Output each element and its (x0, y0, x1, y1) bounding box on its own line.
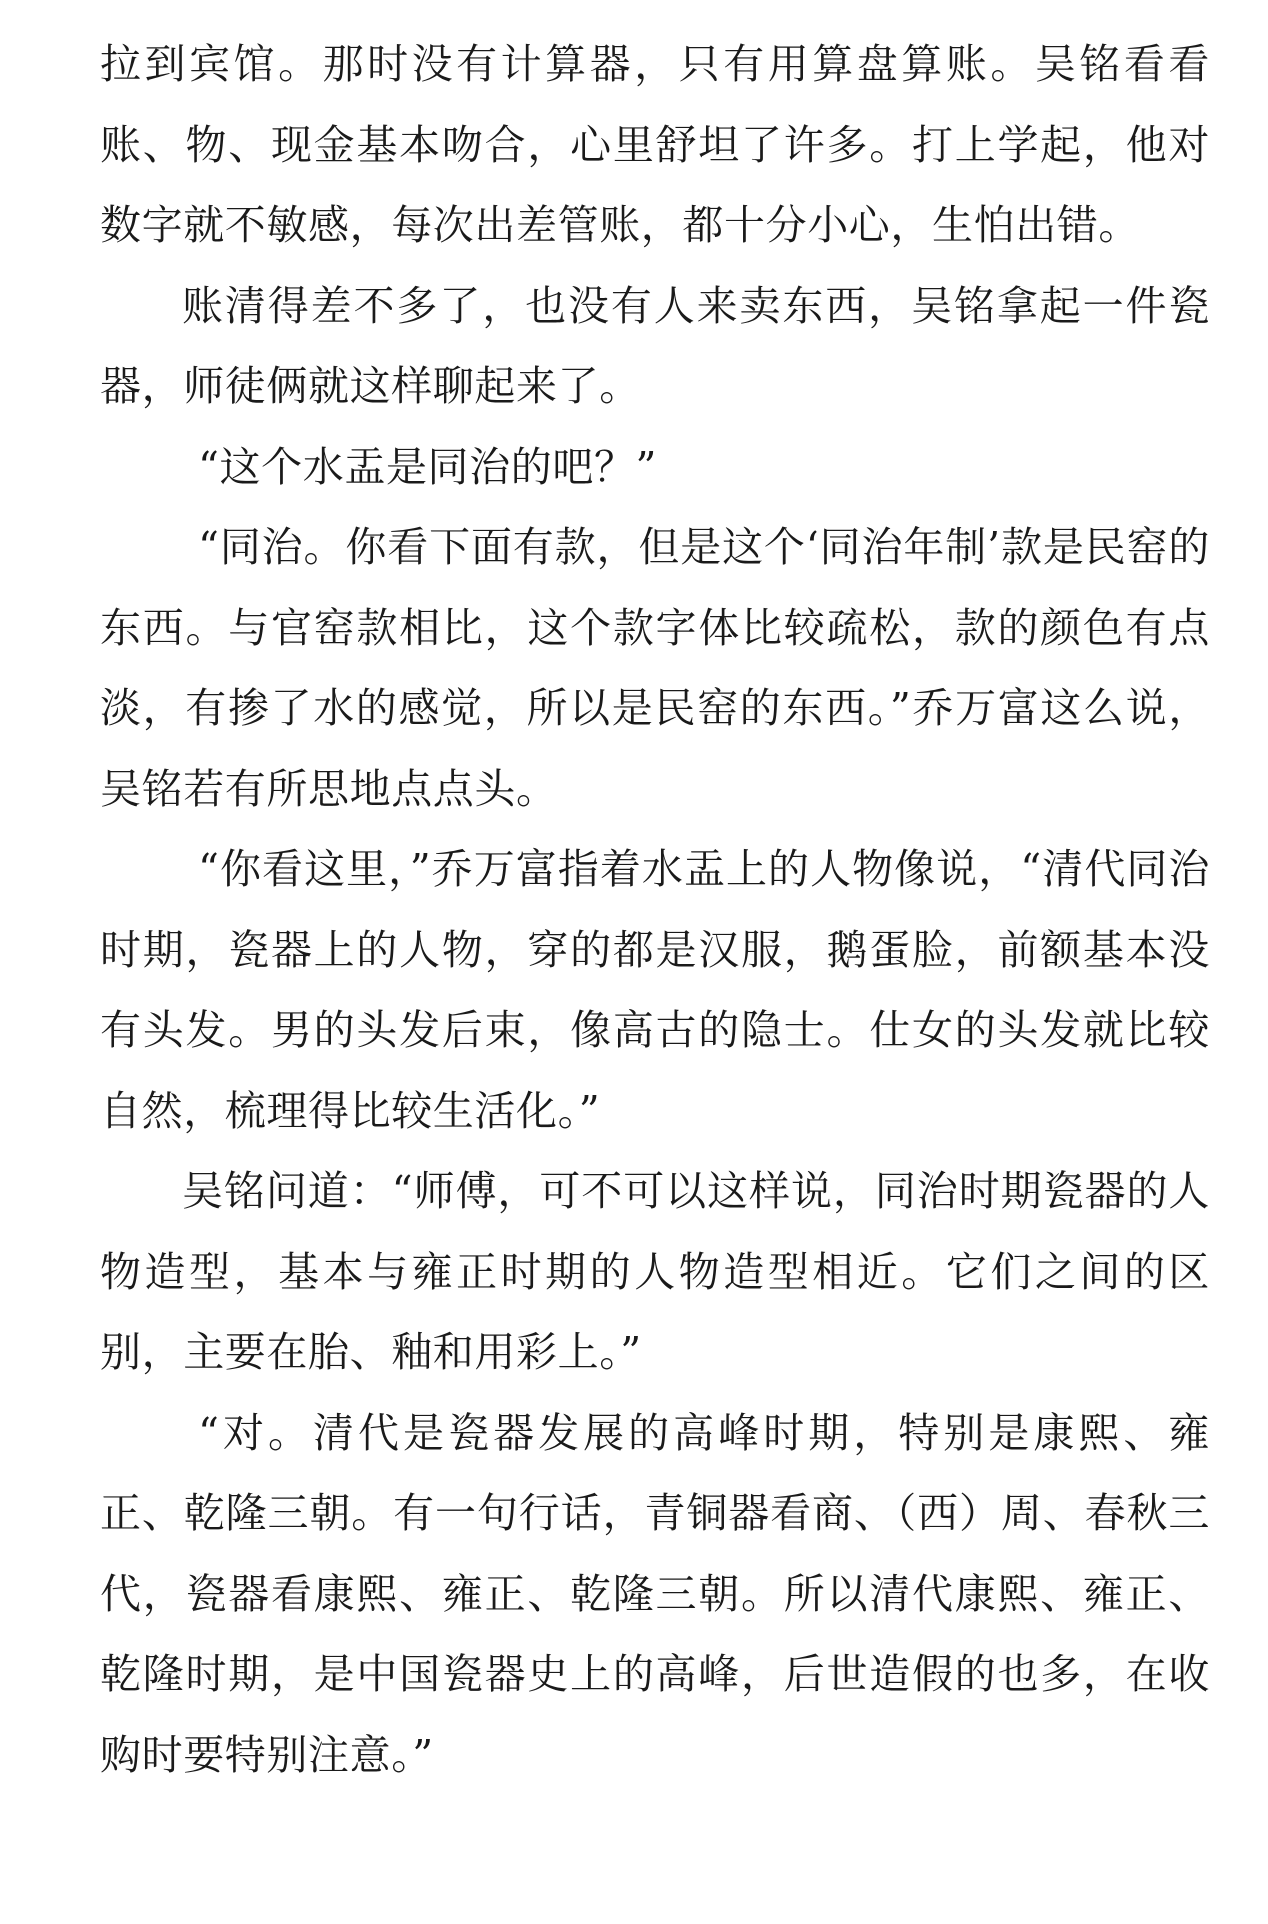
paragraph-4: “同治。你看下面有款，但是这个‘同治年制’款是民窑的东西。与官窑款相比，这个款字体比较疏松，款的颜色有点淡，有掺了水的感觉，所以是民窑的东西。”乔万富这么说，吴铭若有所思地点点头。 (100, 523, 1210, 813)
paragraph-7: “对。清代是瓷器发展的高峰时期，特别是康熙、雍正、乾隆三朝。有一句行话，青铜器看商、（西）周、春秋三代，瓷器看康熙、雍正、乾隆三朝。所以清代康熙、雍正、乾隆时期，是中国瓷器史上的高峰，后世造假的也多，在收购时要特别注意。” (100, 1408, 1210, 1779)
paragraph-1: 拉到宾馆。那时没有计算器，只有用算盘算账。吴铭看看账、物、现金基本吻合，心里舒坦了许多。打上学起，他对数字就不敏感，每次出差管账，都十分小心，生怕出错。 (100, 40, 1210, 249)
body-text (100, 24, 1210, 1795)
paragraph-3: “这个水盂是同治的吧？” (198, 442, 658, 491)
paragraph-6: 吴铭问道：“师傅，可不可以这样说，同治时期瓷器的人物造型，基本与雍正时期的人物造型相近。它们之间的区别，主要在胎、釉和用彩上。” (100, 1167, 1210, 1376)
paragraph-5: “你看这里，”乔万富指着水盂上的人物像说，“清代同治时期，瓷器上的人物，穿的都是汉服，鹅蛋脸，前额基本没有头发。男的头发后束，像高古的隐士。仕女的头发就比较自然，梳理得比较生活化。” (100, 845, 1210, 1135)
paragraph-2: 账清得差不多了，也没有人来卖东西，吴铭拿起一件瓷器，师徒俩就这样聊起来了。 (100, 281, 1210, 410)
